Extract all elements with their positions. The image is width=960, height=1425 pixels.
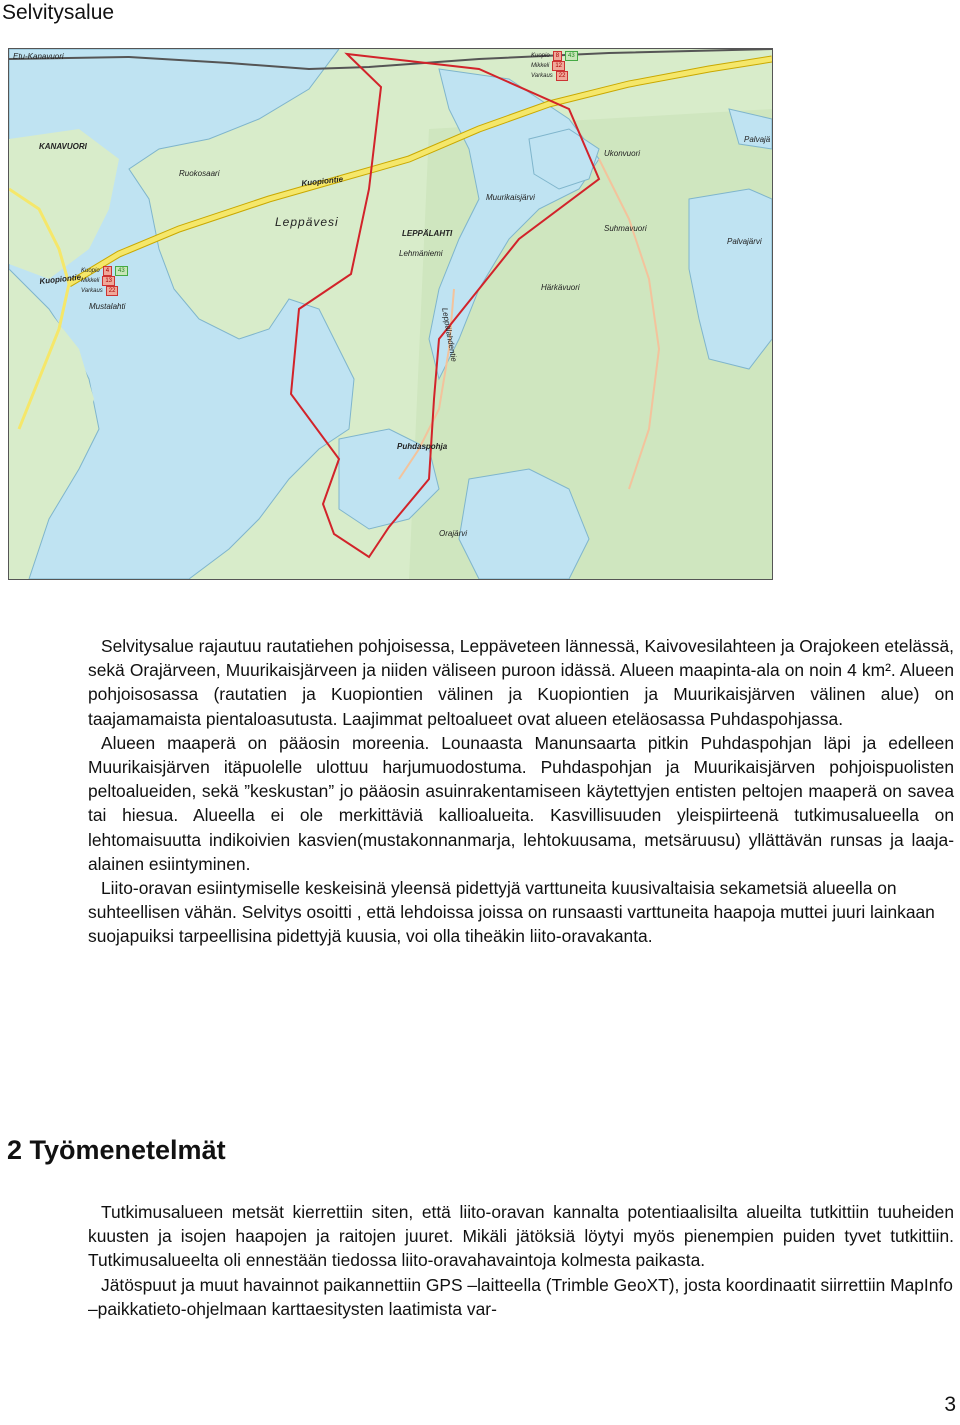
label-kanavuori: KANAVUORI — [39, 142, 87, 151]
station-name: Varkaus — [81, 288, 103, 294]
paragraph: Tutkimusalueen metsät kierrettiin siten, että liito-oravan kannalta potentiaalisilta alueilta tutkittiin tuuheiden kuusten ja isojen haapojen ja raitojen juuret. Mikäli jätöksiä löytyi myös pienempien puiden tyvet tutkittiin. Tutkimusalueelta oli ennestään tiedossa liito-oravahavaintoja kolmesta paikasta. — [88, 1202, 954, 1271]
label-kuopiontie-west: Kuopiontie — [39, 272, 82, 286]
label-orajarvi: Orajärvi — [439, 529, 468, 538]
paragraph: Liito-oravan esiintymiselle keskeisinä yleensä pidettyjä varttuneita kuusivaltaisia sekametsiä alueella on suhteellisen vähän. Selvitys osoitti , että lehdoissa joissa on runsaasti varttuneita haapoja muttei juuri lainkaan suojapuiksi tarpeellisina pidettyjä kuusia, voi olla tiheäkin liito-oravakanta. — [88, 878, 935, 947]
label-ukonvuori: Ukonvuori — [604, 149, 641, 158]
label-suhmavuori: Suhmavuori — [604, 224, 647, 233]
label-etu-kanavuori: Etu-Kanavuori — [13, 52, 64, 61]
label-lehmanniemi: Lehmäniemi — [399, 249, 443, 258]
station-row — [81, 276, 115, 286]
tyomenetelmat-text — [88, 1200, 954, 1321]
station-row — [81, 266, 128, 276]
label-harkavuori: Härkävuori — [541, 283, 580, 292]
station-distance-badge: 22 — [556, 71, 569, 81]
station-name: Mikkeli — [531, 63, 550, 69]
label-puhdaspohja: Puhdaspohja — [397, 442, 448, 451]
label-ruokosaari: Ruokosaari — [179, 169, 220, 178]
map-graphic — [9, 49, 772, 579]
paragraph: Jätöspuut ja muut havainnot paikannettiin GPS –laitteella (Trimble GeoXT), josta koordinaatit siirrettiin MapInfo –paikkatieto-ohjelmaan karttaesitysten laatimista var- — [88, 1274, 953, 1319]
station-row — [81, 286, 118, 296]
station-row — [531, 61, 565, 71]
station-distance-badge: 13 — [102, 276, 115, 286]
paragraph: Alueen maaperä on pääosin moreenia. Lounaasta Manunsaarta pitkin Puhdaspohjan läpi ja edelleen Muurikaisjärven itäpuolelle ulottuu harjumuodostuma. Puhdaspohjan ja Muurikaisjärven pohjoispuolisten peltoalueiden, sekä ”keskustan” jo pääosin asuinrakentamiseen käytettyjen entisten peltojen maaperä on savea tai hiesua. Alueella ei ole merkittäviä kallioalueita. Kasvillisuuden yleispiirteenä tutkimusalueella on lehtomaisuutta indikoivien kasvien(mustakonnanmarja, lehtokuusama, metsäruusu) yllättävän runsas ja laaja-alainen esiintyminen. — [88, 732, 954, 874]
selvitysalue-text — [88, 634, 954, 949]
station-row — [531, 51, 578, 61]
station-name: Varkaus — [531, 73, 553, 79]
station-distance-badge: 8 — [553, 51, 562, 61]
page-number: 3 — [944, 1393, 956, 1416]
page-header: Selvitysalue — [2, 1, 115, 24]
label-leppalahti: LEPPÄLAHTI — [402, 229, 453, 238]
section-title: 2 Työmenetelmät — [7, 1135, 226, 1165]
label-palvajarvi-small: Palvajä — [744, 135, 771, 144]
station-name: Kuopio — [531, 53, 550, 59]
label-leppalahdentie: Leppälahdentie — [440, 307, 459, 363]
paragraph: Selvitysalue rajautuu rautatiehen pohjoisessa, Leppäveteen lännessä, Kaivovesilahteen ja Orajokeen etelässä, sekä Orajärveen, Muurikaisjärveen ja niiden väliseen puroon idässä. Alueen maapinta-ala on noin 4 km². Alueen pohjoisosassa (rautatien ja Kuopiontien välinen ja Kuopiontien ja Muurikaisjärven välinen alue) on taajamamaista pientaloasutusta. Laajimmat peltoalueet ovat alueen eteläosassa Puhdaspohjassa. — [88, 636, 954, 729]
station-row — [531, 71, 568, 81]
station-distance-badge: 22 — [106, 286, 119, 296]
label-muurikaisjarvi: Muurikaisjärvi — [486, 193, 535, 202]
label-palvajarvi: Palvajärvi — [727, 237, 762, 246]
station-distance-badge: 12 — [552, 61, 565, 71]
label-leppavesi: Leppävesi — [275, 215, 339, 229]
station-name: Kuopio — [81, 268, 100, 274]
station-distance-badge: 43 — [565, 51, 578, 61]
label-mustalahti: Mustalahti — [89, 302, 126, 311]
station-distance-badge: 43 — [115, 266, 128, 276]
label-kuopiontie-east: Kuopiontie — [301, 174, 344, 188]
station-name: Mikkeli — [81, 278, 100, 284]
area-map — [8, 48, 773, 580]
station-distance-badge: 4 — [103, 266, 112, 276]
